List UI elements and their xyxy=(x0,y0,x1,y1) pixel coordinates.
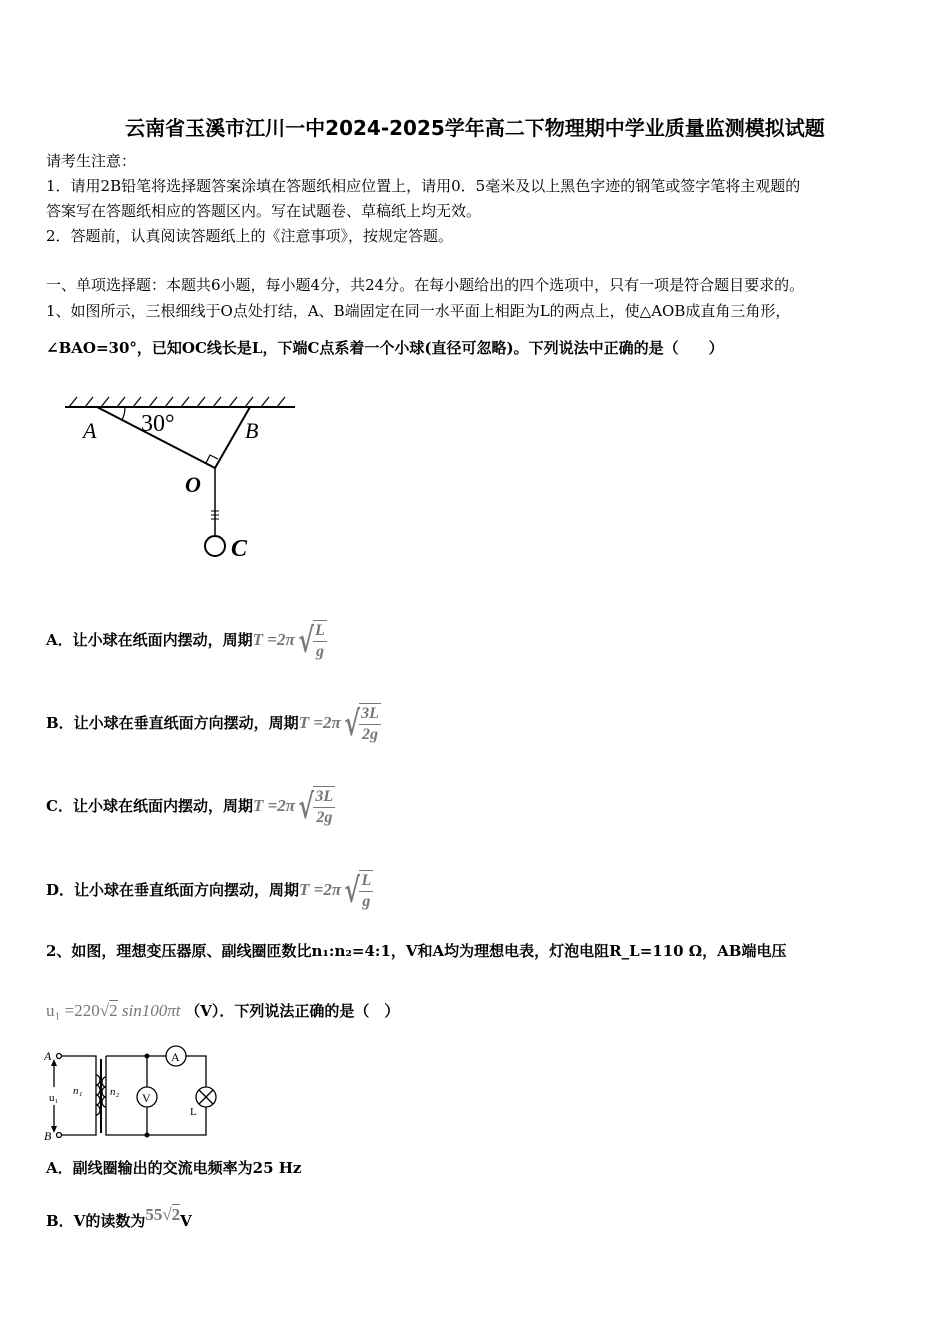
q1-figure xyxy=(55,385,305,565)
q1-option-c[interactable]: C．让小球在纸面内摆动，周期T =2π √ $\frac{3L}{2g}$ xyxy=(46,787,334,827)
lamp-label: L xyxy=(190,1106,197,1118)
notice-item-1b: 答案写在答题纸相应的答题区内。写在试题卷、草稿纸上均无效。 xyxy=(46,202,482,220)
voltmeter-label: V xyxy=(142,1091,151,1105)
label-O: O xyxy=(185,472,201,497)
circuit-label-B: B xyxy=(44,1129,52,1143)
ammeter-label: A xyxy=(171,1050,180,1064)
circuit-label-n1: n₁ xyxy=(73,1085,83,1097)
section-heading: 一、单项选择题：本题共6小题，每小题4分，共24分。在每小题给出的四个选项中，只有一项是符合题目要求的。 xyxy=(46,276,805,294)
circuit-label-n2: n₂ xyxy=(110,1086,120,1098)
q2-formula-line: u₁ =220√2 sin100πt （V）．下列说法正确的是（ ） xyxy=(46,1001,400,1020)
q2-circuit xyxy=(44,1045,224,1145)
page-title: 云南省玉溪市江川一中2024-2025学年高二下物理期中学业质量监测模拟试题 xyxy=(125,116,825,140)
label-A: A xyxy=(83,418,97,443)
q1-option-b[interactable]: B．让小球在垂直纸面方向摆动，周期T =2π √ $\frac{3L}{2g}$ xyxy=(46,704,379,744)
notice-item-2: 2．答题前，认真阅读答题纸上的《注意事项》，按规定答题。 xyxy=(46,227,454,245)
q2-option-b[interactable]: B．V的读数为55√2V xyxy=(46,1205,192,1230)
label-angle: 30° xyxy=(141,411,175,437)
q1-option-d[interactable]: D．让小球在垂直纸面方向摆动，周期T =2π √ $\frac{L}{g}$ xyxy=(46,871,372,911)
q2-line1: 2、如图，理想变压器原、副线圈匝数比n₁:n₂=4:1，V和A均为理想电表，灯泡电阻R_L=110 Ω，AB端电压 xyxy=(46,942,787,960)
notice-item-1a: 1．请用2B铅笔将选择题答案涂填在答题纸相应位置上，请用0．5毫米及以上黑色字迹的钢笔或签字笔将主观题的 xyxy=(46,177,801,195)
q1-option-a[interactable]: A．让小球在纸面内摆动，周期T =2π √ $\frac{L}{g}$ xyxy=(46,621,325,661)
notice-head: 请考生注意： xyxy=(46,152,137,170)
label-B: B xyxy=(245,418,259,443)
q1-line2: ∠BAO=30°，已知OC线长是L，下端C点系着一个小球(直径可忽略)。下列说法中正确的是（ ） xyxy=(46,339,724,357)
q2-option-a[interactable]: A．副线圈输出的交流电频率为25 Hz xyxy=(46,1159,302,1177)
circuit-label-u1: u₁ xyxy=(49,1092,59,1104)
circuit-label-A: A xyxy=(44,1049,52,1063)
q1-line1: 1、如图所示，三根细线于O点处打结，A、B端固定在同一水平面上相距为L的两点上，使△AOB成直角三角形， xyxy=(46,302,791,320)
label-C: C xyxy=(231,536,248,562)
